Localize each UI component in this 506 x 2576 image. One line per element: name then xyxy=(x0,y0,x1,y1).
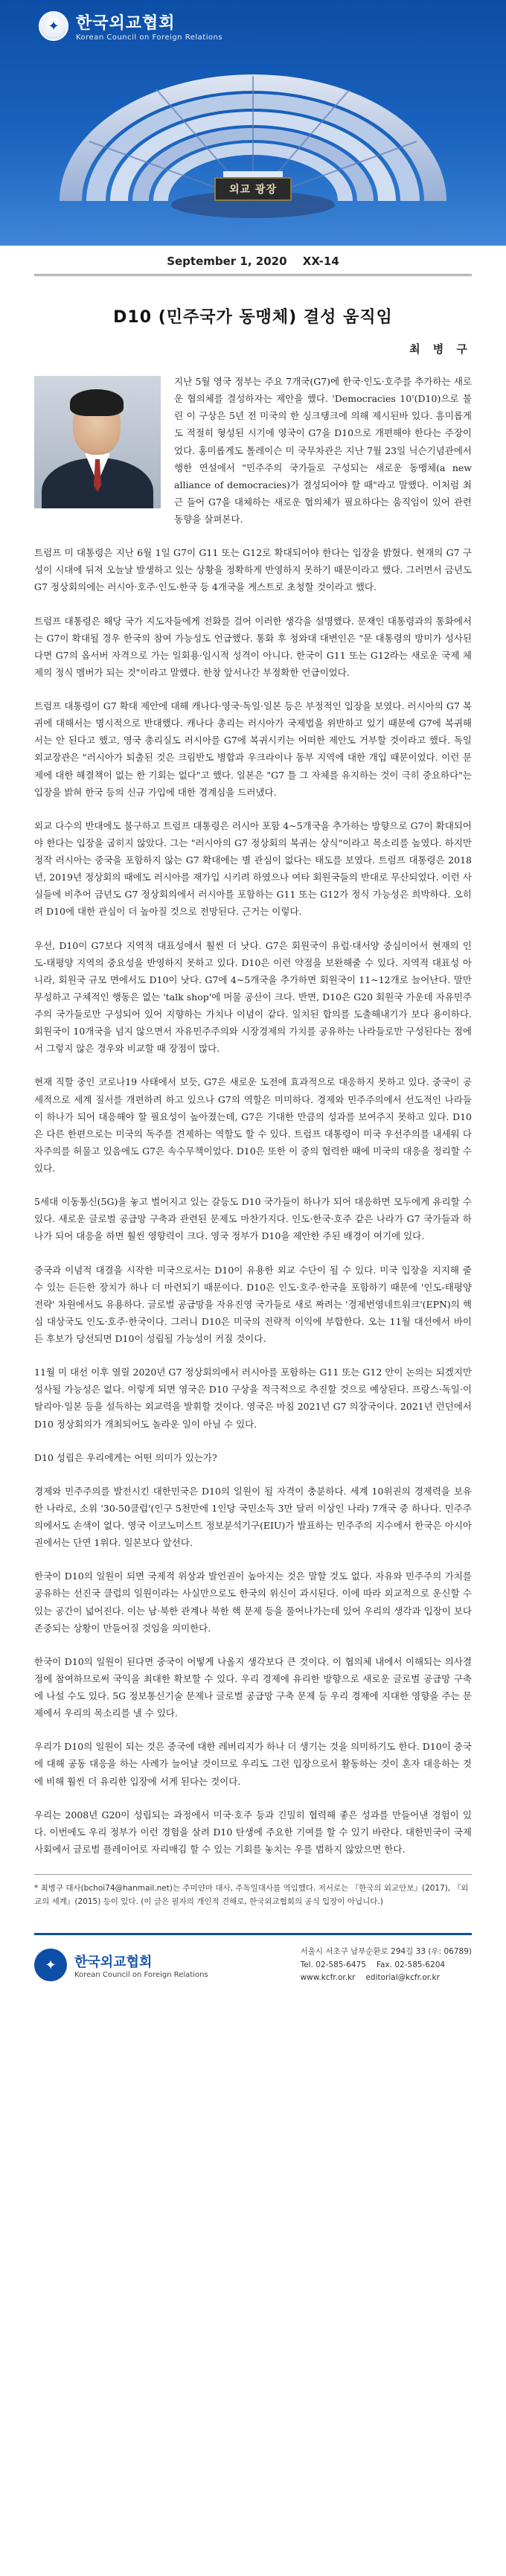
article-question: D10 성립은 우리에게는 어떤 의미가 있는가? xyxy=(34,1451,217,1463)
title-block xyxy=(0,276,506,357)
footer-contact xyxy=(301,1946,472,1986)
header-banner xyxy=(0,0,506,246)
section-plaque: 외교 광장 xyxy=(214,177,292,201)
issue-date: September 1, 2020 xyxy=(167,255,287,268)
article-paragraph: 트럼프 대통령이 G7 확대 제안에 대해 캐나다·영국·독일·일본 등은 부정적인 입장을 보였다. 러시아의 G7 복귀에 대해서는 명시적으로 반대했다. 캐나다 총리는 러시아가 국제법을 위반하고 있기 때문에 G7에 복귀해서는 안 된다고 했고, 영국 총리실도 러시아를 G7에 복귀시키는 어떠한 제안도 거부할 것이라고 했다. 독일 외교장관은 "러시아가 퇴출된 것은 크림반도 병합과 우크라이나 동부 지역에 대한 개입 때문이었다. 이런 문제에 대한 해결책이 없는 한 기회는 없다"고 했다. 일본은 "G7 틀 그 자체를 유지하는 것이 극히 중요하다"는 입장을 밝혀 한국 등의 신규 가입에 대한 경계심을 드러냈다. xyxy=(34,700,472,798)
footer-logo xyxy=(34,1949,208,1981)
article-author: 최 병 구 xyxy=(409,342,472,356)
page-footer xyxy=(34,1933,472,1986)
issue-number: XX-14 xyxy=(302,255,339,268)
article-paragraph: 우리는 2008년 G20이 성립되는 과정에서 미국·호주 등과 긴밀히 협력해 좋은 성과를 만들어낸 경험이 있다. 이번에도 우리 정부가 이런 경험을 살려 D10 탄생에 주요한 기여를 할 수 있기 바란다. 대한민국이 국제사회에서 글로벌 플레이어로 자리매김 할 수 있는 기회를 놓치는 우를 범하지 않았으면 한다. xyxy=(34,1809,472,1855)
article-paragraph: 한국이 D10의 일원이 되면 국제적 위상과 발언권이 높아지는 것은 말할 것도 없다. 자유와 민주주의 가치를 공유하는 선진국 클럽의 일원이라는 사실만으로도 한국의 위신이 과시된다. 이에 따라 외교적으로 운신할 수 있는 공간이 넓어진다. 이는 남·북한 관계나 북한 핵 문제 등을 풀어나가는데 있어 우리의 생각과 입장이 보다 존중되는 상황이 만들어질 것임을 의미한다. xyxy=(34,1570,472,1634)
article-paragraph: 트럼프 미 대통령은 지난 6월 1일 G7이 G11 또는 G12로 확대되어야 한다는 입장을 밝혔다. 현재의 G7 구성이 시대에 뒤져 오늘날 발생하고 있는 상황을 정확하게 반영하지 못하기 때문이라고 했다. 그러면서 금년도 G7 정상회의에는 러시아·호주·인도·한국 등 4개국을 게스트로 초청할 것이라고 했다. xyxy=(34,547,472,593)
article-paragraph: 외교 다수의 반대에도 불구하고 트럼프 대통령은 러시아 포함 4~5개국을 추가하는 방향으로 G7이 확대되어야 한다는 입장을 굽히지 않았다. 그는 "러시아의 G7 정상회의 복귀는 상식"이라고 목소리를 높였다. 하지만 정작 러시아는 중국을 포함하지 않는 G7 확대에는 별 관심이 없다는 태도를 보였다. 트럼프 대통령은 2018년, 2019년 정상회의 때에도 러시아를 재가입 시키려 하였으나 여타 회원국들의 반대로 무산되었다. 이런 사실들에 비추어 금년도 G7 정상회의에서 러시아를 포함하는 G11 또는 G12가 정식 가능성은 희박하다. 오히려 D10에 대한 관심이 더 높아질 것으로 전망된다. 근거는 이렇다. xyxy=(34,819,472,918)
article-paragraph: 우리가 D10의 일원이 되는 것은 중국에 대한 레버리지가 하나 더 생기는 것을 의미하기도 한다. D10이 중국에 대해 공동 대응을 하는 사례가 늘어날 것이므로 우리도 그런 입장으로서 활동하는 것이 혼자 대응하는 것에 비해 훨씬 더 유리한 입장에 서게 된다는 것이다. xyxy=(34,1741,472,1787)
footer-website[interactable]: www.kcfr.or.kr xyxy=(300,1973,356,1983)
org-logo xyxy=(39,10,222,42)
lead-section xyxy=(34,373,472,528)
article-title: D10 (민주국가 동맹체) 결성 움직임 xyxy=(113,308,393,327)
org-name-en: Korean Council on Foreign Relations xyxy=(76,33,223,42)
article-body xyxy=(0,357,506,1858)
article-paragraph: 5세대 이동통신(5G)을 놓고 벌어지고 있는 갈등도 D10 국가들이 하나가 되어 대응하면 모두에게 유리할 수 있다. 새로운 글로벌 공급망 구축과 관련된 문제도 마찬가지다. 인도·한국·호주 같은 나라가 G7 국가들과 하나가 되어 대응을 하면 훨씬 영향력이 크다. 영국 정부가 D10을 제안한 주된 배경이 여기에 있다. xyxy=(34,1196,472,1242)
org-name-ko: 한국외교협회 xyxy=(76,14,176,33)
article-paragraph: 현재 직할 중인 코로나19 사태에서 보듯, G7은 새로운 도전에 효과적으로 대응하지 못하고 있다. 중국이 공세적으로 세계 질서를 개편하려 하고 있으나 G7의 역할은 미미하다. 경제와 민주주의에서 선도적인 나라들이 하나가 되어 대응해야 할 필요성이 높아졌는데, G7은 기대한 만큼의 성과를 보여주지 못하고 있다. D10은 다른 한편으로는 미국의 독주를 견제하는 역할도 할 수 있다. 트럼프 대통령이 미국 우선주의를 내세워 다자주의를 허물고 있음에도 G7은 속수무책이었다. D10은 또한 이 중의 협력한 때에 미국의 대응을 정리할 수 있다. xyxy=(34,1076,472,1174)
footer-tel: Tel. 02-585-6475 xyxy=(300,1960,366,1969)
org-emblem-icon: ✦ xyxy=(39,11,68,41)
author-footnote: * 최병구 대사(bchoi74@hanmail.net)는 주미얀마 대사, 주독일대사를 역임했다. 저서로는 『한국의 외교안보』(2017), 『외교의 세계』(2015) 등이 있다. (이 글은 필자의 개인적 견해로, 한국외교협회의 공식 입장이 아닙니다.) xyxy=(34,1874,472,1918)
article-paragraph: 한국이 D10의 일원이 된다면 중국이 어떻게 나올지 생각보다 큰 것이다. 이 협의체 내에서 이해되는 의사결정에 참여하므로써 국익을 최대한 확보할 수 있다. 우리 경제에 유리한 방향으로 새로운 글로벌 공급망 구축에 나설 수도 있다. 5G 정보통신기술 문제나 글로벌 공급망 구축 문제 등 우리 경제에 지대한 영향을 주는 문제에서 우리의 목소리를 낼 수 있다. xyxy=(34,1655,472,1719)
article-paragraph: 지난 5월 영국 정부는 주요 7개국(G7)에 한국·인도·호주를 추가하는 새로운 협의체를 결성하자는 제안을 했다. 'Democracies 10'(D10)으로 불린 이 구상은 5년 전 미국의 한 싱크탱크에 의해 제시된바 있다. 흥미롭게도 적절히 형성된 시기에 영국이 G7을 D10으로 개편해야 한다는 주장이었다. 홍미롭게도 톨레이슨 미 국무차관은 지난 7월 23일 닉슨기념관에서 행한 연설에서 "민주주의 국가들로 구성되는 새로운 동맹체(a new alliance of democracies)가 결성되어야 할 때"라고 말했다. 이처럼 최근 들어 G7을 대체하는 새로운 협의체가 필요하다는 움직임이 있어 관련 동향을 살펴본다. xyxy=(174,376,472,525)
author-portrait xyxy=(34,376,161,508)
article-paragraph: 중국과 이념적 대결을 시작한 미국으로서는 D10이 유용한 외교 수단이 될 수 있다. 미국 입장을 지지해 줄 수 있는 든든한 장치가 하나 더 마련되기 때문이다. D10은 인도·호주·한국을 포함하기 때문에 '인도-태평양 전략' 차원에서도 유용하다. 글로벌 공급망을 자유진영 국가들로 새로 짜려는 '경제번영네트워크'(EPN)의 핵심 대상국도 인도·호주·한국이다. 그러니 D10은 미국의 전략적 이익에 부합한다. 오는 11월 대선에서 바이든 후보가 당선되면 D10이 성립될 가능성이 커질 것이다. xyxy=(34,1264,472,1344)
article-paragraph: 11월 미 대선 이후 열릴 2020년 G7 정상회의에서 러시아를 포함하는 G11 또는 G12 안이 논의는 되겠지만 성사될 가능성은 없다. 이렇게 되면 영국은 D10 구상을 적극적으로 추진할 것으로 예상된다. 프랑스·독일·이탈리아·일본 등을 설득하는 외교력을 발휘할 것이다. 영국은 마침 2021년 G7 의장국이다. 2021년 런던에서 D10 정상회의가 개최되어도 놀라운 일이 아닐 수 있다. xyxy=(34,1367,472,1430)
footer-address: 서울시 서초구 남부순환로 294길 33 (우: 06789) xyxy=(300,1946,472,1956)
article-paragraph: 트럼프 대통령은 해당 국가 지도자들에게 전화를 걸어 이러한 생각을 설명했다. 문재인 대통령과의 통화에서는 G7이 확대될 경우 한국의 참여 가능성도 언급했다. 통화 후 청와대 대변인은 "문 대통령의 방미가 성사된다면 G7의 옵서버 자격으로 가는 일회용·임시적 성격이 아니다. 한국이 G11 또는 G12라는 새로운 국제 체제의 정식 멤버가 되는 것"이라고 말했다. 한창 앞서나간 부정확한 언급이었다. xyxy=(34,615,472,678)
issue-date-strip xyxy=(34,246,472,276)
footer-fax: Fax. 02-585-6204 xyxy=(376,1960,446,1969)
footer-emblem-icon: ✦ xyxy=(34,1949,67,1981)
article-paragraph: 우선, D10이 G7보다 지역적 대표성에서 훨씬 더 낫다. G7은 회원국이 유럽·대서양 중심이어서 현재의 인도-태평양 지역의 중요성을 반영하지 못하고 있다. D10은 이런 약점을 보완해줄 수 있다. 지역적 대표성 아니라, 회원국 규모 면에서도 D10이 낫다. G7에 4~5개국을 추가하면 회원국이 11~12개로 늘어난다. 말만 무성하고 구체적인 행동은 없는 'talk shop'에 머물 공산이 크다. 반면, D10은 G20 회원국 가운데 자유민주주의 국가들로만 구성되어 있어 지향하는 가치나 이념이 같다. 일치된 합의를 도출해내기가 보다 용이하다. 회원국이 10개국을 넘지 않으면서 자유민주주의와 시장경제의 가치를 공유하는 나라들로만 구성된다는 점에서 그렇지 않은 경우와 비교할 때 장점이 많다. xyxy=(34,939,472,1055)
article-paragraph: 경제와 민주주의를 발전시킨 대한민국은 D10의 일원이 될 자격이 충분하다. 세계 10위권의 경제력을 보유한 나라로, 소위 '30-50클럽'(인구 5천만에 1인당 국민소득 3만 달러 이상인 나라) 7개국 중 하나다. 민주주의에서도 손색이 없다. 영국 이코노미스트 정보분석기구(EIU)가 발표하는 민주주의 지수에서 한국은 아시아권에서는 단연 1위다. 일본보다 앞선다. xyxy=(34,1485,472,1549)
footer-email[interactable]: editorial@kcfr.or.kr xyxy=(365,1973,440,1983)
footer-org-name-en: Korean Council on Foreign Relations xyxy=(74,1970,208,1979)
footer-org-name-ko: 한국외교협회 xyxy=(74,1954,153,1970)
